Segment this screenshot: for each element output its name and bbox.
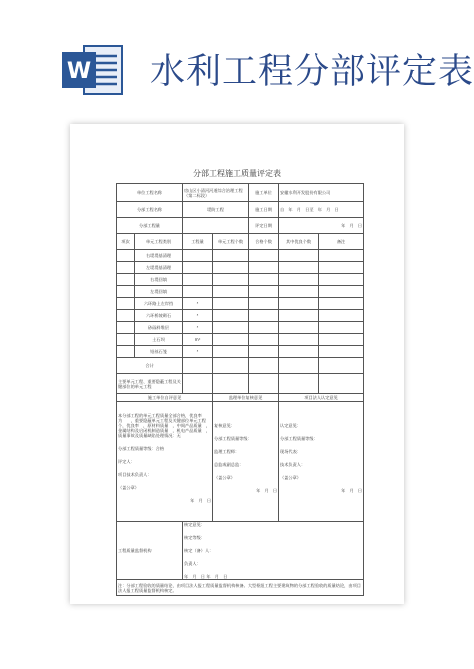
table-row: 左堤堤基清理	[117, 262, 364, 274]
eval-date-value: 年 月 日	[279, 218, 364, 234]
checker: 核定（备）人：	[184, 548, 214, 553]
table-row: 右堤堤基清理	[117, 250, 364, 262]
column-header-row	[117, 234, 364, 250]
principal: 负责人：	[184, 561, 201, 566]
self-eval-header: 施工单位自评意见	[117, 394, 213, 402]
self-eval-grade: 分部工程质量等级：合格	[118, 445, 165, 451]
table-row: 土石坝 m²	[117, 334, 364, 346]
self-eval-date: 年 月 日	[190, 497, 212, 503]
owner-grade: 分部工程质量等级：	[280, 435, 318, 441]
note-row	[117, 580, 364, 596]
self-eval-rater: 评定人：	[118, 458, 135, 464]
check-grade: 核定等级：	[184, 535, 205, 540]
note: 注：分部工程验收的质量结论，由项目法人报工程质量监督机构核备。大型枢纽工程主要建筑物的分部工程验收的质量结论，由项目法人报工程质量监督机构核定。	[117, 580, 364, 596]
col-type: 单元工程类别	[135, 234, 183, 250]
eval-date-label: 评定日期	[249, 218, 279, 234]
opinion-header-row	[117, 394, 364, 402]
owner-date: 年 月 日	[341, 487, 363, 493]
review-chief: 总监或副总监：	[214, 461, 244, 467]
review-grade: 分部工程质量等级：	[214, 435, 252, 441]
contractor-value: 安徽水利开发股份有限公司	[279, 184, 364, 202]
total-row	[117, 358, 364, 374]
owner-seal: （盖公章）	[280, 474, 301, 480]
self-eval-manager: 项目技术负责人：	[118, 471, 152, 477]
document-page	[70, 124, 404, 604]
self-eval-text: 本分部工程的单元工程质量全部合格，优良率为 ，重要隐蔽单元工程及关键部位单元工程 个，优良率 ，原材料质量 ，中间产品质量 ，金属结构及启闭机制造质量 ，机电产品质量 ，质量事故及质量缺陷处理情况：无	[118, 412, 211, 438]
review-date: 年 月 日	[256, 487, 278, 493]
review-header: 监理单位复核意见	[213, 394, 279, 402]
important-row	[117, 374, 364, 394]
contractor-label: 施工单位	[249, 184, 279, 202]
owner-header: 项目法人认定意见	[279, 394, 364, 402]
self-eval-seal: （盖公章）	[118, 484, 139, 490]
banner	[0, 0, 474, 115]
subdivision-value: 堤防工程	[183, 202, 249, 218]
opinion-row	[117, 402, 364, 522]
header-row-2	[117, 202, 364, 218]
owner-tech-lead: 技术负责人：	[280, 461, 306, 467]
important-label: 主要单元工程、重要隐蔽工程及关键部位的单元工程	[117, 374, 183, 394]
bottom-whitespace	[0, 620, 474, 669]
self-eval-cell	[117, 402, 213, 522]
total-label: 合计	[117, 358, 183, 374]
quantity-label: 分部工程量	[117, 218, 183, 234]
check-date-2: 年 月 日	[206, 574, 228, 579]
quality-form	[116, 183, 364, 596]
table-row: 左堤回填	[117, 286, 364, 298]
svg-text:W: W	[66, 59, 92, 84]
check-opinion: 核定意见：	[184, 522, 205, 527]
table-row: 砂砾料堆层 ³	[117, 322, 364, 334]
quantity-value	[183, 218, 249, 234]
unit-project-label: 单位工程名称	[117, 184, 183, 202]
review-opinion: 复核意见：	[214, 422, 235, 428]
col-remark: 备注	[319, 234, 364, 250]
word-doc-icon	[62, 42, 124, 98]
table-row: 铅丝石笼 ³	[117, 346, 364, 358]
table-row: 右堤回填	[117, 274, 364, 286]
date-label: 施工日期	[249, 202, 279, 218]
review-engineer: 监理工程师：	[214, 448, 240, 454]
owner-site-rep: 现场代表：	[280, 448, 301, 454]
review-cell	[213, 402, 279, 522]
review-seal: （盖公章）	[214, 474, 235, 480]
col-pass: 合格个数	[249, 234, 279, 250]
table-row: 六环路上左岸挡 ³	[117, 298, 364, 310]
check-date-1: 年 月 日	[184, 574, 205, 579]
document-title: 分部工程施工质量评定表	[193, 169, 281, 178]
col-no: 项次	[117, 234, 135, 250]
unit-project-value: 房山区小清河河道综合治理工程（第二标段）	[183, 184, 249, 202]
date-value: 自 年 月 日至 年 月 日	[279, 202, 364, 218]
col-qty: 工程量	[183, 234, 213, 250]
col-count: 单元工程个数	[213, 234, 249, 250]
supervision-org: 工程质量监督机构	[117, 522, 183, 580]
col-excellent: 其中优良个数	[279, 234, 319, 250]
supervision-row	[117, 522, 364, 580]
owner-opinion: 认定意见：	[280, 422, 301, 428]
header-row-3	[117, 218, 364, 234]
owner-cell	[279, 402, 364, 522]
subdivision-label: 分部工程名称	[117, 202, 183, 218]
supervision-cell	[183, 522, 364, 580]
table-row: 六环桥坡砌石 ³	[117, 310, 364, 322]
banner-title: 水利工程分部评定表	[150, 52, 474, 92]
header-row-1	[117, 184, 364, 202]
